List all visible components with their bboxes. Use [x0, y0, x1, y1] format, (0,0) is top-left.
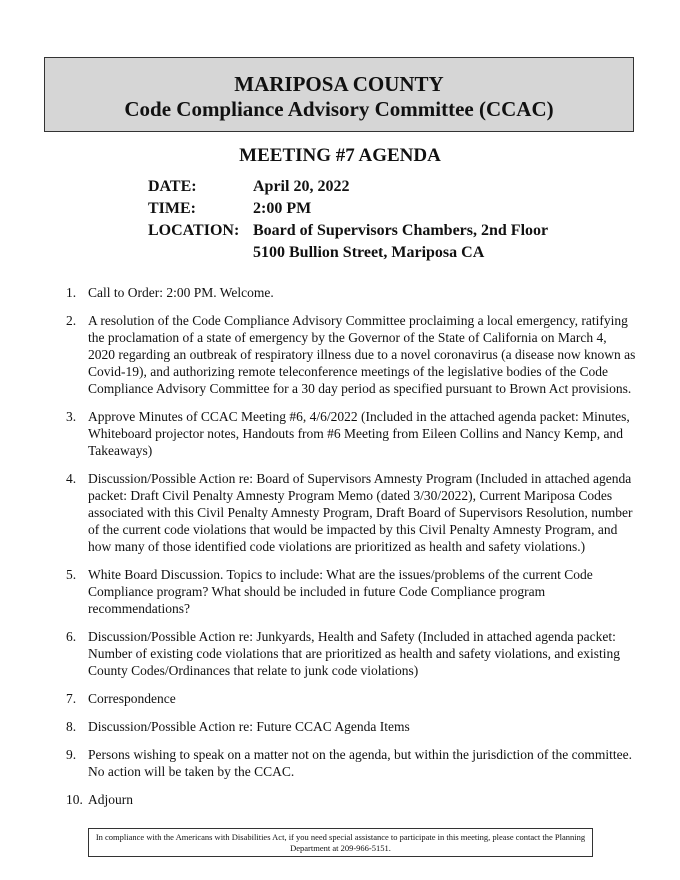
agenda-item [66, 284, 636, 301]
agenda-number: 1. [66, 285, 77, 300]
county-name: MARIPOSA COUNTY [234, 72, 444, 96]
info-row-date [148, 176, 548, 198]
agenda-item [66, 408, 636, 459]
agenda-item [66, 690, 636, 707]
meeting-info [148, 176, 548, 264]
ada-notice: In compliance with the Americans with Disabilities Act, if you need special assistance to participate in this meeting, please contact the Planning Department at 209-966-5151. [88, 828, 593, 857]
agenda-number: 7. [66, 691, 77, 706]
agenda-item [66, 791, 636, 808]
info-label: LOCATION: [148, 222, 240, 239]
agenda-number: 2. [66, 313, 77, 328]
agenda-text: Discussion/Possible Action re: Junkyards, Health and Safety (Included in attached agenda packet: Number of existing code violations that are prioritized as health and safety violations, and existing County Codes/Ordinances that relate to junk code violations) [88, 629, 620, 678]
info-value: 2:00 PM [253, 200, 312, 217]
agenda-item [66, 566, 636, 617]
agenda-text: Call to Order: 2:00 PM. Welcome. [88, 285, 274, 300]
agenda-text: Approve Minutes of CCAC Meeting #6, 4/6/2022 (Included in the attached agenda packet: Minutes, Whiteboard projector notes, Handouts from #6 Meeting from Eileen Collins and Nancy Kemp, and Takeaways) [88, 409, 630, 458]
info-row-address [148, 242, 548, 264]
agenda-item [66, 470, 636, 555]
agenda-number: 9. [66, 747, 77, 762]
info-label [148, 242, 253, 264]
agenda-number: 6. [66, 629, 77, 644]
info-value: 5100 Bullion Street, Mariposa CA [253, 244, 485, 261]
committee-name: Code Compliance Advisory Committee (CCAC) [124, 97, 554, 121]
agenda-number: 5. [66, 567, 77, 582]
agenda-text: Correspondence [88, 691, 176, 706]
meeting-title: MEETING #7 AGENDA [239, 145, 441, 166]
agenda-text: Discussion/Possible Action re: Future CCAC Agenda Items [88, 719, 410, 734]
agenda-item [66, 628, 636, 679]
agenda-number: 4. [66, 471, 77, 486]
agenda-text: White Board Discussion. Topics to include: What are the issues/problems of the current Code Compliance program? What should be included in future Code Compliance program recommendations? [88, 567, 593, 616]
agenda-text: Adjourn [88, 792, 133, 807]
agenda-item [66, 718, 636, 735]
info-label: DATE: [148, 178, 197, 195]
agenda-item [66, 312, 636, 397]
agenda-number: 8. [66, 719, 77, 734]
agenda-text: A resolution of the Code Compliance Advisory Committee proclaiming a local emergency, ratifying the proclamation of a state of emergency by the Governor of the State of California on March 4, 2020 regarding an outbreak of respiratory illness due to a novel coronavirus (a disease now known as Covid-19), and authorizing remote teleconference meetings of the legislative bodies of the Code Compliance Advisory Committee for a 30 day period as specified pursuant to Brown Act provisions. [88, 313, 636, 396]
agenda-list [66, 284, 636, 819]
agenda-number: 10. [66, 792, 83, 807]
header-box [44, 57, 634, 132]
info-value: Board of Supervisors Chambers, 2nd Floor [253, 222, 549, 239]
agenda-number: 3. [66, 409, 77, 424]
agenda-item [66, 746, 636, 780]
info-label: TIME: [148, 200, 196, 217]
info-row-time [148, 198, 548, 220]
agenda-text: Persons wishing to speak on a matter not on the agenda, but within the jurisdiction of the committee. No action will be taken by the CCAC. [88, 747, 633, 779]
agenda-text: Discussion/Possible Action re: Board of Supervisors Amnesty Program (Included in attached agenda packet: Draft Civil Penalty Amnesty Program Memo (dated 3/30/2022), Current Mariposa Codes associated with this Civil Penalty Amnesty Program, Draft Board of Supervisors Resolution, number of the current code violations that would be impacted by this Civil Penalty Amnesty Program, and how many of those identified code violations are prioritized as health and safety violations.) [88, 471, 633, 554]
info-row-location [148, 220, 548, 242]
info-value: April 20, 2022 [253, 178, 350, 195]
